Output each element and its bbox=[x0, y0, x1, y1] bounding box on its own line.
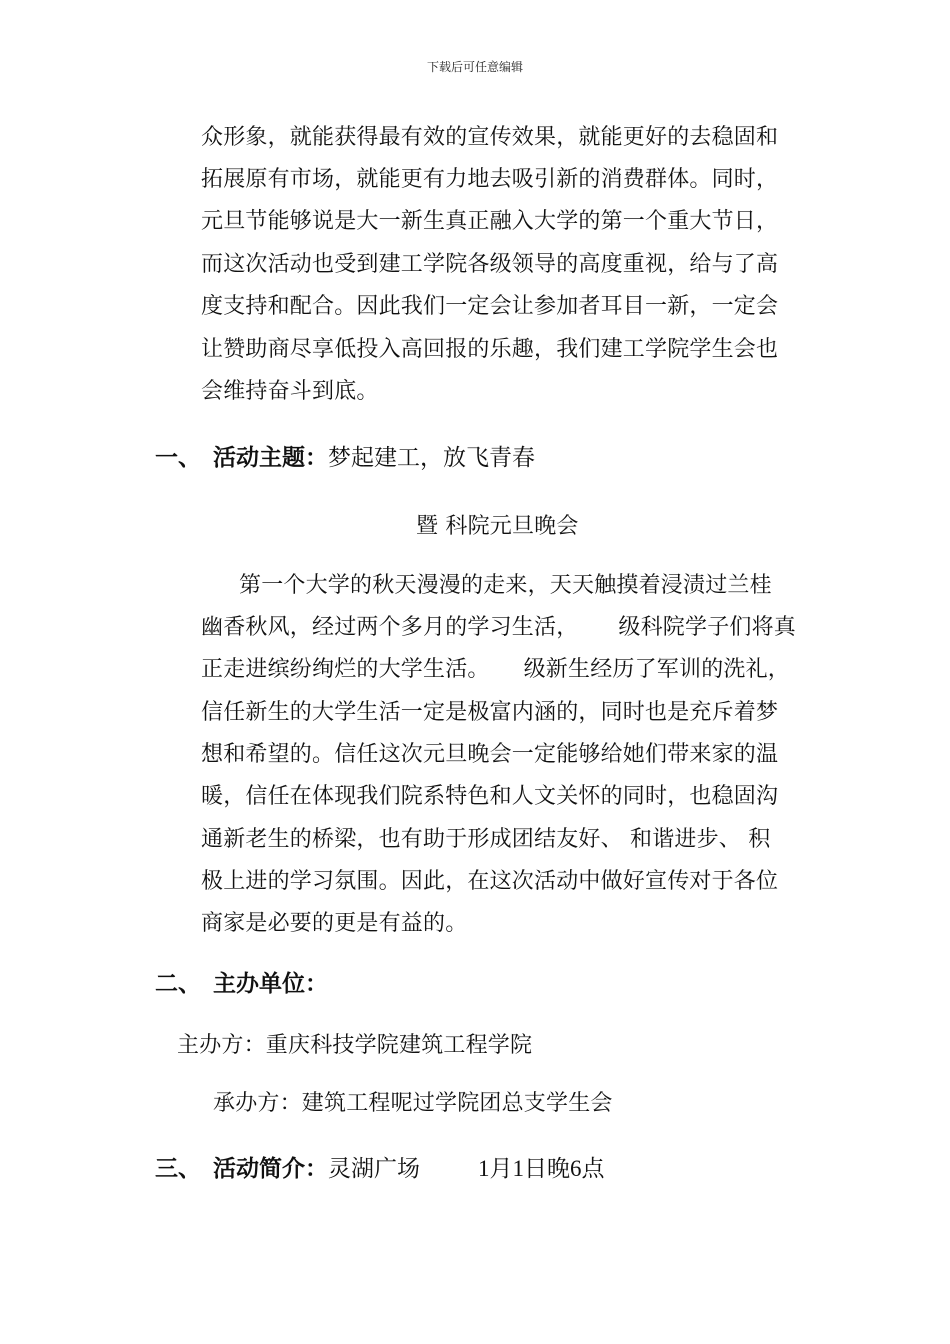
section-2-heading bbox=[155, 969, 328, 999]
intro-line-3: 元旦节能够说是大一新生真正融入大学的第一个重大节日， bbox=[201, 209, 779, 234]
body-line-3 bbox=[201, 655, 790, 685]
section-1-label: 活动主题： bbox=[213, 445, 328, 471]
section-1-value: 梦起建工，放飞青春 bbox=[328, 445, 535, 471]
body-line-2-part-1: 幽香秋风，经过两个多月的学习生活， bbox=[201, 615, 579, 640]
section-2-number: 二、 bbox=[155, 971, 201, 997]
host-line: 主办方：重庆科技学院建筑工程学院 bbox=[177, 1033, 533, 1058]
section-1-heading bbox=[155, 443, 535, 473]
section-3-place: 灵湖广场 bbox=[328, 1156, 420, 1182]
intro-line-6: 让赞助商尽享低投入高回报的乐趣，我们建工学院学生会也 bbox=[201, 337, 779, 362]
body-line-1: 第一个大学的秋天漫漫的走来，天天触摸着浸渍过兰桂 bbox=[239, 573, 772, 598]
section-2-label: 主办单位： bbox=[213, 971, 328, 997]
section-1-subtitle: 暨 科院元旦晚会 bbox=[416, 514, 579, 539]
intro-line-4: 而这次活动也受到建工学院各级领导的高度重视，给与了高 bbox=[201, 252, 779, 277]
section-3-label: 活动简介： bbox=[213, 1156, 328, 1182]
body-line-2 bbox=[201, 613, 796, 643]
section-3-heading bbox=[155, 1154, 605, 1184]
page-header: 下载后可任意编辑 bbox=[426, 60, 523, 74]
intro-line-2: 拓展原有市场，就能更有力地去吸引新的消费群体。同时， bbox=[201, 167, 779, 192]
body-line-2-part-2: 级科院学子们将真 bbox=[618, 615, 797, 640]
body-line-3-part-1: 正走进缤纷绚烂的大学生活。 bbox=[201, 657, 490, 682]
section-3-number: 三、 bbox=[155, 1156, 201, 1182]
body-line-7: 通新老生的桥梁，也有助于形成团结友好、 和谐进步、 积 bbox=[201, 827, 771, 852]
body-line-6: 暖，信任在体现我们院系特色和人文关怀的同时，也稳固沟 bbox=[201, 784, 779, 809]
intro-line-1: 众形象，就能获得最有效的宣传效果，就能更好的去稳固和 bbox=[201, 125, 779, 150]
section-3-time: 1月1日晚6点 bbox=[478, 1156, 605, 1181]
body-line-4: 信任新生的大学生活一定是极富内涵的，同时也是充斥着梦 bbox=[201, 700, 779, 725]
body-line-9: 商家是必要的更是有益的。 bbox=[201, 911, 468, 936]
body-line-5: 想和希望的。信任这次元旦晚会一定能够给她们带来家的温 bbox=[201, 742, 779, 767]
intro-line-5: 度支持和配合。因此我们一定会让参加者耳目一新，一定会 bbox=[201, 294, 779, 319]
body-line-3-part-2: 级新生经历了军训的洗礼， bbox=[523, 657, 791, 682]
organizer-line: 承办方：建筑工程呢过学院团总支学生会 bbox=[213, 1091, 613, 1116]
body-line-8: 极上进的学习氛围。因此，在这次活动中做好宣传对于各位 bbox=[201, 869, 779, 894]
section-1-number: 一、 bbox=[155, 445, 201, 471]
intro-line-7: 会维持奋斗到底。 bbox=[201, 379, 379, 404]
